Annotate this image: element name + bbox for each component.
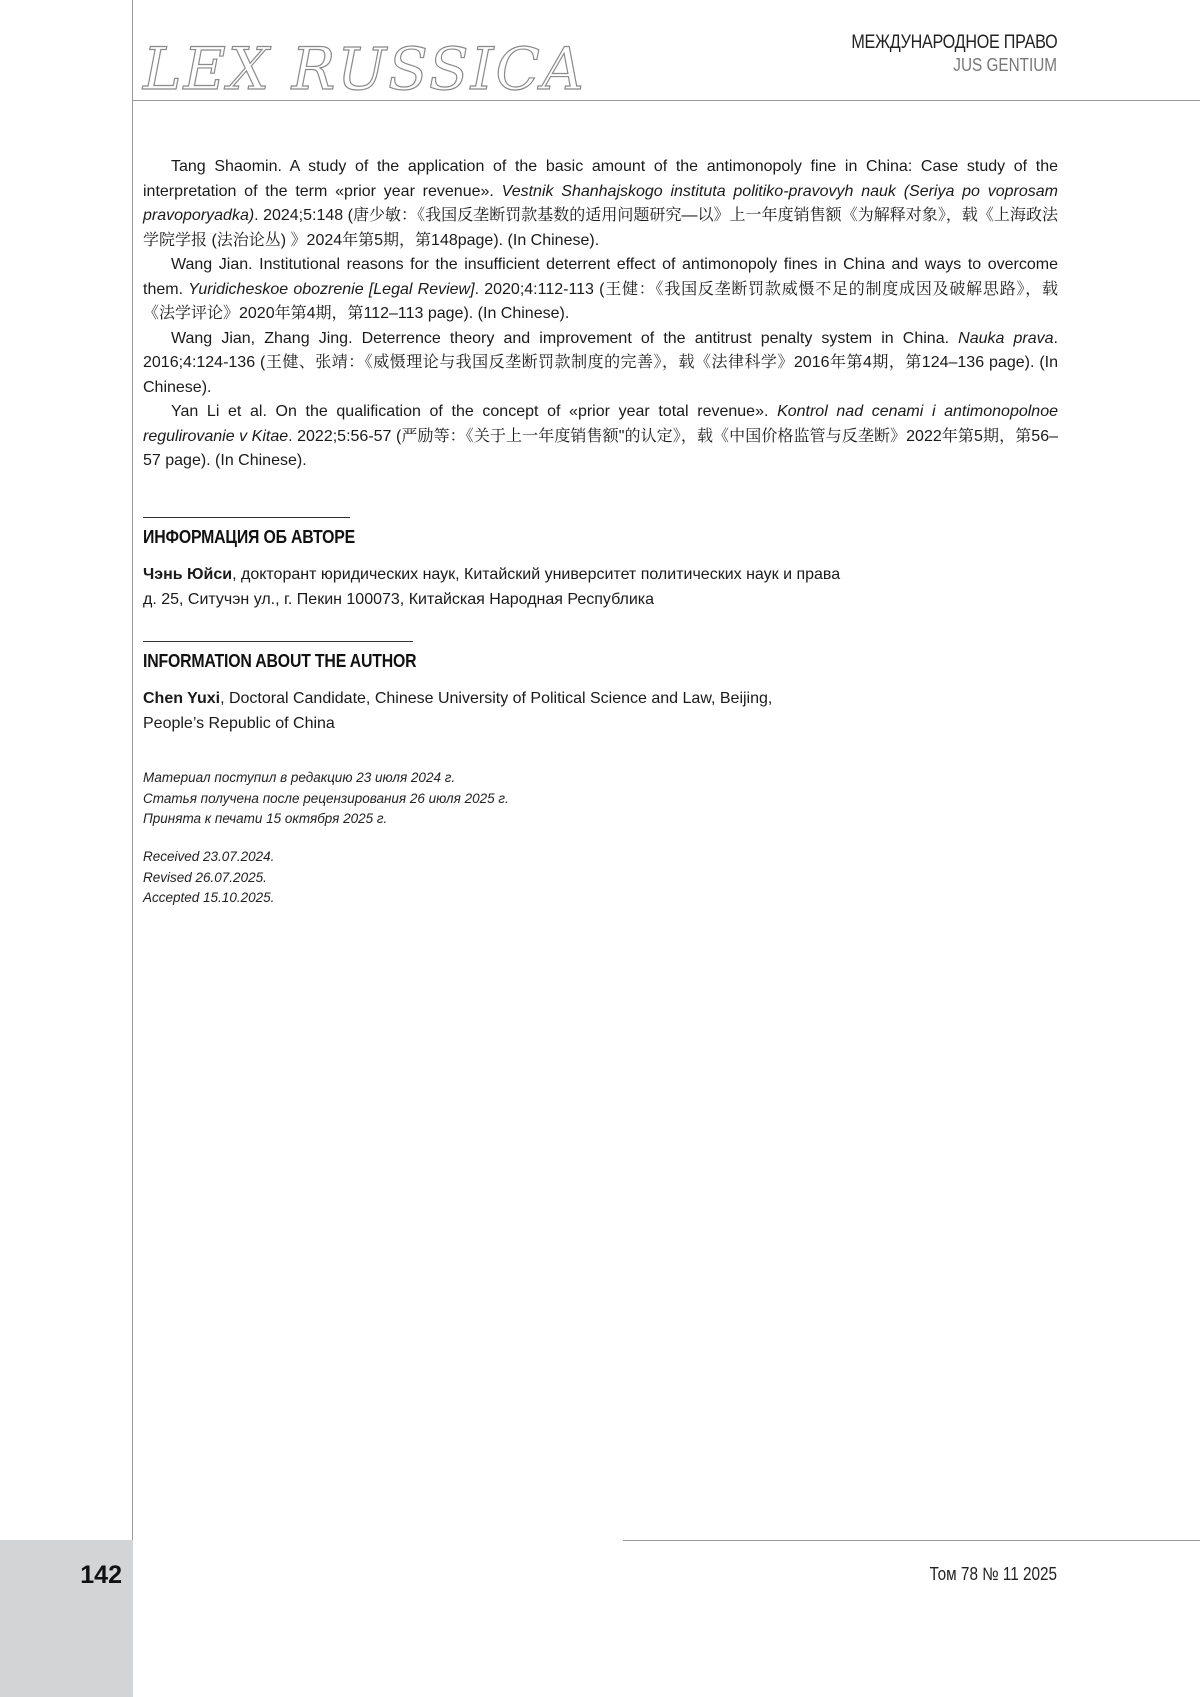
journal-logo: LEX RUSSICA bbox=[143, 35, 586, 103]
date-received-ru: Материал поступил в редакцию 23 июля 2024 г. bbox=[143, 770, 456, 785]
section-title-en: JUS GENTIUM bbox=[953, 55, 1057, 75]
date-received-en: Received 23.07.2024. bbox=[143, 849, 275, 864]
author-ru-address: д. 25, Ситучэн ул., г. Пекин 100073, Китайская Народная Республика bbox=[143, 590, 655, 608]
reference-text: Tang Shaomin. A study of the application of the basic amount of the antimonopoly fine in China: Case study of the interpretation of the term «prior year revenue». bbox=[143, 158, 1058, 200]
section-title-ru: МЕЖДУНАРОДНОЕ ПРАВО bbox=[850, 32, 1057, 53]
author-en-line-1 bbox=[143, 687, 1043, 712]
author-en-heading: INFORMATION ABOUT THE AUTHOR bbox=[143, 651, 417, 671]
author-en-affiliation: , Doctoral Candidate, Chinese University of Political Science and Law, Beijing, bbox=[220, 690, 773, 707]
date-revised-en: Revised 26.07.2025. bbox=[143, 869, 267, 885]
author-ru-heading: ИНФОРМАЦИЯ ОБ АВТОРЕ bbox=[143, 527, 355, 547]
reference-source: Nauka prava bbox=[958, 329, 1054, 347]
reference-text: Wang Jian. Institutional reasons for the insufficient deterrent effect of antimonopoly fines in China and ways to overcome them. bbox=[143, 256, 1058, 298]
author-ru-divider bbox=[143, 517, 350, 518]
author-ru-name: Чэнь Юйси bbox=[143, 566, 233, 583]
reference-source: Kontrol nad cenami i antimonopolnoe regulirovanie v Kitae bbox=[143, 403, 1059, 445]
reference-item bbox=[143, 155, 1058, 253]
reference-details: . 2016;4:124-136 (王健、张靖：《威慑理论与我国反垄断罚款制度的完善》，载《法律科学》2016年第4期，第124–136 page). (In Chinese). bbox=[143, 329, 1058, 396]
author-en-name: Chen Yuxi bbox=[143, 690, 221, 707]
author-ru-affiliation: , докторант юридических наук, Китайский университет политических наук и права bbox=[232, 566, 841, 583]
author-ru-line-1 bbox=[143, 563, 1043, 588]
reference-source: Vestnik Shanhajskogo instituta politiko-pravovyh nauk (Seriya po voprosam pravoporyadka) bbox=[143, 182, 1058, 224]
issue-info: Том 78 № 11 2025 bbox=[929, 1564, 1057, 1584]
dates-ru bbox=[143, 768, 843, 830]
header-divider bbox=[133, 100, 1200, 101]
reference-source: Yuridicheskoe obozrenie [Legal Review] bbox=[188, 280, 475, 298]
reference-details: . 2024;5:148 (唐少敏：《我国反垄断罚款基数的适用问题研究—以》上一年度销售额《为解释对象》，载《上海政法学院学报 (法治论丛) 》2024年第5期，第148page). (In Chinese). bbox=[143, 207, 1058, 249]
reference-text: Wang Jian, Zhang Jing. Deterrence theory and improvement of the antitrust penalty system in China. bbox=[171, 329, 959, 347]
author-en-address: People’s Republic of China bbox=[143, 714, 335, 732]
reference-details: . 2022;5:56-57 (严励等：《关于上一年度销售额"的认定》，载《中国价格监管与反垄断》2022年第5期，第56–57 page). (In Chinese). bbox=[143, 427, 1058, 469]
reference-item bbox=[143, 327, 1058, 401]
reference-text: Yan Li et al. On the qualification of the concept of «prior year total revenue». bbox=[171, 403, 778, 420]
date-accepted-ru: Принята к печати 15 октября 2025 г. bbox=[143, 811, 388, 826]
reference-item bbox=[143, 400, 1058, 474]
date-revised-ru: Статья получена после рецензирования 26 июля 2025 г. bbox=[143, 790, 509, 806]
reference-item bbox=[143, 253, 1058, 327]
date-accepted-en: Accepted 15.10.2025. bbox=[143, 890, 275, 905]
reference-details: . 2020;4:112-113 (王健：《我国反垄断罚款威慑不足的制度成因及破解思路》，载《法学评论》2020年第4期，第112–113 page). (In Chinese). bbox=[143, 280, 1058, 322]
reference-list bbox=[143, 155, 1058, 474]
page-number: 142 bbox=[80, 1561, 122, 1589]
dates-en bbox=[143, 847, 843, 909]
author-en-divider bbox=[143, 641, 413, 642]
left-margin-band bbox=[0, 0, 133, 1697]
author-ru-info bbox=[143, 563, 1043, 612]
author-en-info bbox=[143, 687, 1043, 736]
footer-divider bbox=[623, 1540, 1200, 1541]
